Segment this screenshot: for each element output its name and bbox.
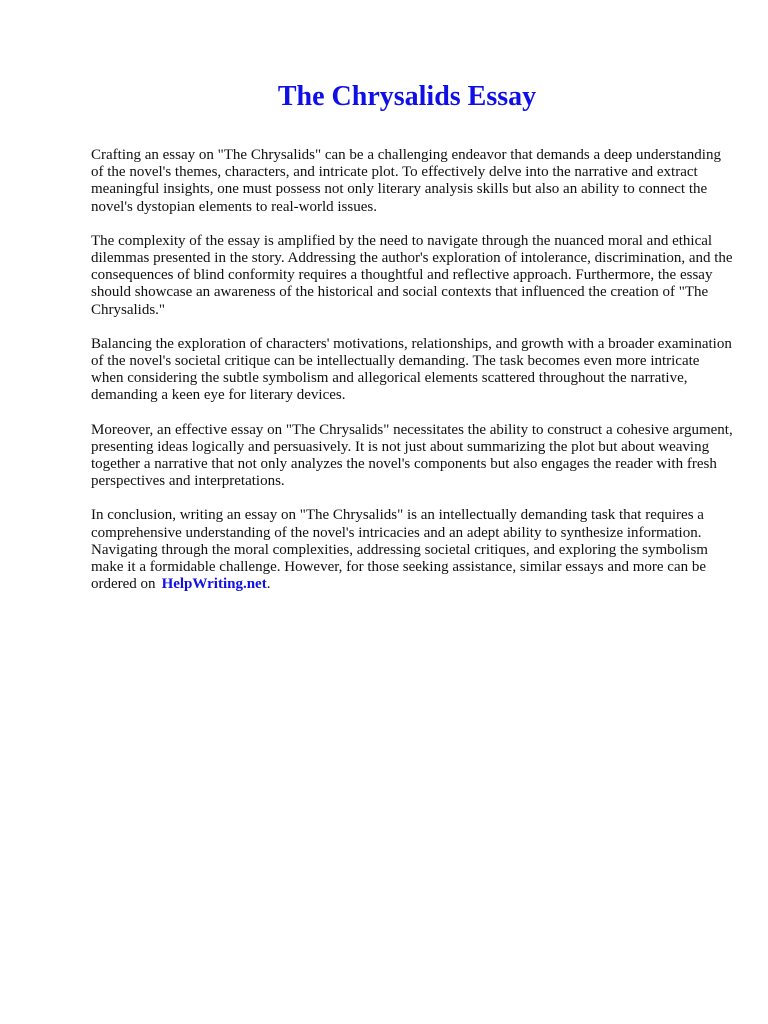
paragraph-2: The complexity of the essay is amplified by the need to navigate through the nuanced moral and ethical dilemmas presented in the story. Addressing the author's exploration of intolerance, discrimination, and the consequences of blind conformity requires a thoughtful and reflective approach. Furthermore, the essay should showcase an awareness of the historical and social contexts that influenced the creation of "The Chrysalids." (91, 232, 733, 318)
helpwriting-link[interactable]: HelpWriting.net (161, 576, 267, 593)
page-title: The Chrysalids Essay (277, 81, 537, 112)
paragraph-1: Crafting an essay on "The Chrysalids" can be a challenging endeavor that demands a deep understanding of the novel's themes, characters, and intricate plot. To effectively delve into the narrative and extract meaningful insights, one must possess not only literary analysis skills but also an ability to connect the novel's dystopian elements to real-world issues. (91, 147, 721, 215)
essay-body (91, 147, 733, 610)
paragraph-5 (91, 507, 733, 593)
paragraph-4: Moreover, an effective essay on "The Chrysalids" necessitates the ability to construct a cohesive argument, presenting ideas logically and persuasively. It is not just about summarizing the plot but about weaving together a narrative that not only analyzes the novel's components but also engages the reader with fresh perspectives and interpretations. (91, 421, 733, 490)
paragraph-3: Balancing the exploration of characters' motivations, relationships, and growth with a broader examination of the novel's societal critique can be intellectually demanding. The task becomes even more intricate when considering the subtle symbolism and allegorical elements scattered throughout the narrative, demanding a keen eye for literary devices. (91, 335, 732, 404)
conclusion-text: In conclusion, writing an essay on "The Chrysalids" is an intellectually demanding task that requires a comprehensive understanding of the novel's intricacies and an adept ability to synthesize information. Navigating through the moral complexities, addressing societal critiques, and exploring the symbolism make it a formidable challenge. However, for those seeking assistance, similar essays and more can be ordered on (91, 507, 708, 593)
conclusion-period: . (266, 576, 271, 593)
